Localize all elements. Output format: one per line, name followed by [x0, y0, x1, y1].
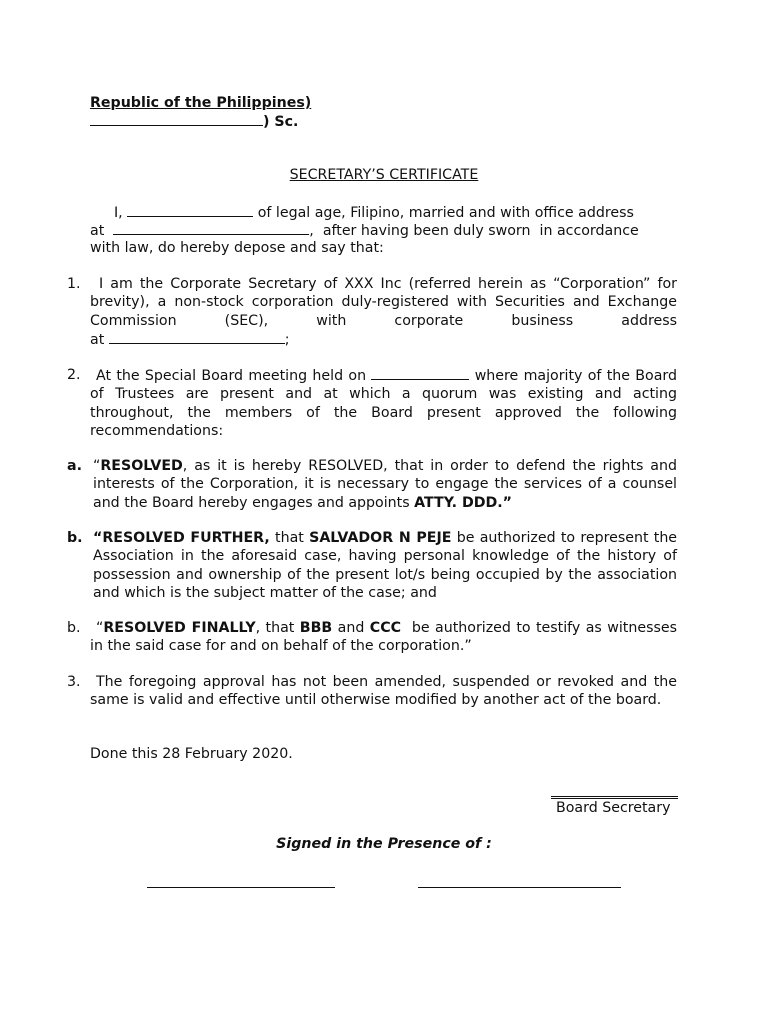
item-b2-quote: “ — [96, 620, 104, 636]
item-b2-letter: b. — [67, 620, 81, 636]
item-b2-body: be authorized to testify as witnesses in the said case for and on behalf of the corporation.” — [90, 620, 677, 655]
intro-i: I, — [114, 205, 123, 221]
office-address-blank — [113, 221, 309, 235]
item-2-number: 2. — [67, 367, 81, 383]
item-1-number: 1. — [67, 276, 81, 292]
item-a-letter: a. — [67, 458, 82, 474]
intro-at: at — [90, 223, 105, 239]
witness-2-signature-line — [418, 887, 621, 888]
item-b2-that: , that — [255, 620, 295, 636]
item-b2-and: and — [337, 620, 365, 636]
item-a-quote: “ — [93, 458, 101, 474]
venue-line-1: Republic of the Philippines) — [90, 95, 312, 111]
item-a-resolved: RESOLVED — [100, 458, 183, 474]
item-b1-person: SALVADOR N PEJE — [309, 530, 452, 546]
name-blank — [127, 203, 253, 217]
item-a-body: , as it is hereby RESOLVED, that in order to defend the rights and interests of the Corporation, it is necessary to engage the services of a counsel and the Board hereby engages and appoints — [93, 458, 677, 511]
item-3-number: 3. — [67, 674, 81, 690]
item-1-end: ; — [284, 332, 290, 348]
item-1-text: I am the Corporate Secretary of XXX Inc (referred herein as “Corporation” for brevity), a non-stock corporation duly-registered with Securities and Exchange Commission (SEC), with corporate business address — [90, 276, 677, 329]
intro-line-2 — [90, 221, 639, 240]
venue-blank — [90, 112, 263, 126]
item-b1-that: that — [275, 530, 304, 546]
item-2-text-a: At the Special Board meeting held on — [96, 368, 367, 384]
intro-line-3: with law, do hereby depose and say that: — [90, 240, 384, 256]
intro-text-2: , after having been duly sworn in accordance — [309, 223, 639, 239]
secretary-signature-line — [551, 796, 678, 797]
intro-text-1: of legal age, Filipino, married and with office address — [257, 205, 634, 221]
item-1-at: at — [90, 332, 105, 348]
item-2-text-b: where majority of the Board of Trustees are present and at which a quorum was existing and acting throughout, the members of the Board present approved the following recommendations: — [90, 368, 678, 439]
venue-line-2 — [90, 112, 298, 131]
board-secretary-label: Board Secretary — [556, 800, 671, 816]
item-b1-text — [93, 529, 677, 602]
item-a-text — [93, 457, 677, 512]
item-b1-body: be authorized to represent the Association in the aforesaid case, having personal knowledge of the history of possession and ownership of the present lot/s being occupied by the association and which is the subject matter of the case; and — [93, 530, 678, 601]
item-2-text — [90, 366, 677, 440]
item-b2-text — [90, 619, 677, 656]
presence-heading: Signed in the Presence of : — [276, 836, 492, 852]
done-date: Done this 28 February 2020. — [90, 746, 293, 762]
page-title: SECRETARY’S CERTIFICATE — [289, 167, 479, 183]
item-3-text: The foregoing approval has not been amended, suspended or revoked and the same is valid and effective until otherwise modified by another act of the board. — [90, 674, 677, 709]
business-address-blank — [109, 330, 285, 344]
item-b2-bbb: BBB — [299, 620, 333, 636]
witness-1-signature-line — [147, 887, 335, 888]
item-b1-letter: b. — [67, 530, 83, 546]
item-b2-ccc: CCC — [369, 620, 402, 636]
item-a-attorney: ATTY. DDD.” — [414, 494, 512, 511]
intro-line-1 — [90, 203, 634, 222]
item-b2-resolved-finally: RESOLVED FINALLY — [103, 620, 256, 636]
item-b1-resolved-further: “RESOLVED FURTHER, — [93, 530, 270, 546]
venue-suffix: ) Sc. — [263, 114, 299, 130]
item-1-address-line — [90, 330, 290, 349]
meeting-date-blank — [371, 366, 469, 380]
